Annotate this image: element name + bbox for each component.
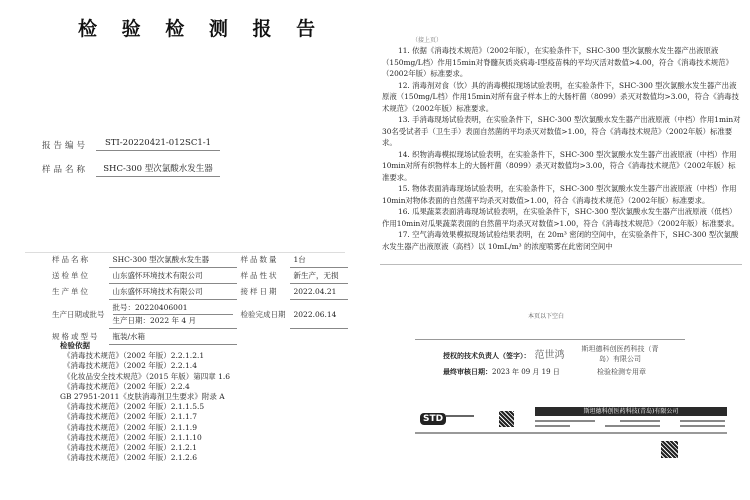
basis-item: 《消毒技术规范》（2002 年版）2.1.1.7	[63, 412, 197, 422]
basis-item: 《消毒技术规范》（2002 年版）2.2.4	[63, 381, 190, 391]
logo-subtext	[446, 415, 474, 417]
basis-item: 《消毒技术规范》（2002 年版）2.1.2.1	[63, 443, 197, 453]
cell-label: 送检单位	[52, 271, 90, 280]
table-row	[48, 252, 348, 268]
cell-value: 山东盛怀环境技术有限公司	[109, 284, 237, 300]
cell-label: 样品名称	[52, 255, 90, 265]
basis-heading: 检验依据	[60, 341, 90, 350]
page-cut-divider	[380, 264, 742, 265]
cell-label: 生产日期或批号	[52, 309, 105, 319]
basis-item: 《消毒技术规范》（2002 年版）2.2.1.2.1	[63, 351, 205, 361]
cell-label: 规格或型号	[52, 332, 100, 341]
cell-label: 生产单位	[52, 287, 90, 296]
contact-line	[680, 425, 725, 427]
cell-value: 2022.04.21	[290, 284, 348, 300]
basis-item: 《消毒技术规范》（2002 年版）2.1.1.10	[63, 432, 202, 442]
qr-code-icon	[499, 411, 514, 427]
conclusion-paragraph: 14. 织物消毒模拟现场试验表明，在实验条件下，SHC-300 型次氯酸水发生器产出液原液（中档）作用10min对所有织物样本上的大肠杆菌（8099）杀灭对数值均>3.00，符合《消毒技术规范》（2002年版）标准要求。	[382, 149, 737, 182]
blank-below-note: 本页以下空白	[528, 313, 565, 320]
cell-label: 接样日期	[240, 287, 279, 296]
issuing-organization: 斯坦德科创医药科技（青岛）有限公司	[581, 345, 659, 363]
report-number-value: STI-20220421-012SC1-1	[96, 138, 220, 151]
conclusion-paragraph: 11. 依据《消毒技术规范》（2002年版），在实验条件下，SHC-300 型次氯酸水发生器产出液原液（150mg/L档）作用15min对脊髓灰质炎病毒-Ⅰ型疫苗株的平均灭活对数值>4.00，符合《消毒技术规范》（2002年版）标准要求。	[382, 46, 733, 78]
report-title: 检 验 检 测 报 告	[78, 18, 325, 40]
cell-value: SHC-300 型次氯酸水发生器	[109, 252, 237, 268]
cell-value: 1台	[290, 252, 348, 268]
basis-item: 《消毒技术规范》（2002 年版）2.1.1.9	[63, 422, 197, 432]
cell-label: 样品数量	[240, 255, 279, 265]
contact-line	[680, 420, 725, 422]
conclusion-paragraph: 15. 物体表面消毒现场试验表明，在实验条件下，SHC-300 型次氯酸水发生器产出液原液（中档）作用10min对物体表面的自然菌平均杀灭对数值>1.00，符合《消毒技术规范》（2002年版）标准要求。	[382, 184, 737, 205]
sample-name-value: SHC-300 型次氯酸水发生器	[96, 162, 220, 177]
conclusion-paragraph: 17. 空气消毒效果模拟现场试验结果表明，在 20m³ 密闭的空间中，在实验条件下，SHC-300 型次氯酸水发生器产出液原液（高档）以 10mL/m³ 的浓度喷雾在此密闭空间中	[382, 230, 739, 251]
cell-label: 样品性状	[240, 271, 279, 280]
conclusions	[382, 37, 742, 252]
signer-label: 授权的技术负责人（签字）：	[443, 351, 531, 360]
cell-value: 2022.06.14	[290, 300, 348, 329]
signer-line	[443, 346, 565, 361]
test-basis	[60, 341, 230, 463]
continued-note: （接上页）	[412, 37, 443, 44]
basis-item: GB 27951-2011《皮肤消毒剂卫生要求》附录 A	[60, 392, 225, 402]
table-row	[48, 268, 348, 284]
qr-code-icon	[661, 441, 678, 458]
cell-label: 检验完成日期	[240, 309, 286, 319]
std-logo: STD	[420, 413, 446, 425]
conclusion-paragraph: 13. 手消毒现场试验表明，在实验条件下，SHC-300 型次氯酸水发生器产出液原液（中档）作用1min对30名受试者手（卫生手）表面自然菌的平均杀灭对数值>1.00，符合《消毒技术规范》（2002年版）标准要求。	[382, 115, 741, 147]
review-date-label: 最终审核日期：	[443, 367, 492, 376]
review-date-value: 2023 年 09 月 19 日	[492, 368, 560, 376]
conclusion-paragraph: 12. 消毒剂对食（饮）具的消毒模拟现场试验表明，在实验条件下，SHC-300 型次氯酸水发生器产出液原液（150mg/L档）作用15min对所有盘子样本上的大肠杆菌（8099）杀灭对数值均>3.00，符合《消毒技术规范》（2002年版）标准要求。	[382, 80, 739, 113]
cell-value: 新生产，无损	[290, 268, 348, 284]
footer-company-bar: 斯坦德科创医药科技(青岛)有限公司	[535, 407, 727, 416]
cell-value: 瓶装/水箱	[109, 329, 237, 345]
basis-item: 《消毒技术规范》（2002 年版）2.1.2.6	[63, 453, 197, 463]
table-row	[48, 300, 348, 329]
review-date	[443, 367, 560, 377]
divider	[415, 339, 685, 340]
sample-info-table	[48, 252, 348, 345]
cell-value	[290, 329, 348, 345]
report-number-label: 报告编号	[42, 141, 89, 151]
cell-value	[109, 300, 237, 329]
table-row	[48, 284, 348, 300]
batch-number: 批号：20220406001	[112, 303, 188, 312]
conclusion-paragraph: 16. 瓜果蔬菜表面消毒现场试验表明，在实验条件下，SHC-300 型次氯酸水发生器产出液原液（低档）作用10min对瓜果蔬菜表面的自然菌平均杀灭对数值>1.00，符合《消毒技术规范》（2002年版）标准要求。	[382, 207, 739, 228]
cell-value: 山东盛怀环境技术有限公司	[109, 268, 237, 284]
signature: 范世鸿	[534, 350, 565, 361]
contact-line	[535, 420, 595, 422]
contact-line	[620, 420, 660, 422]
seal-label: 检验检测专用章	[597, 368, 646, 376]
basis-item: 《消毒技术规范》（2002 年版）2.1.1.5.5	[63, 402, 205, 412]
contact-line	[605, 425, 660, 427]
production-date: 生产日期：2022 年 4 月	[113, 314, 233, 326]
basis-item: 《消毒技术规范》（2002 年版）2.2.1.4	[63, 361, 197, 371]
contact-line	[535, 425, 570, 427]
sample-name-label: 样品名称	[42, 165, 89, 175]
cell-label	[237, 329, 290, 345]
basis-item: 《化妆品安全技术规范》（2015 年版）第四章 1.6	[63, 371, 231, 381]
